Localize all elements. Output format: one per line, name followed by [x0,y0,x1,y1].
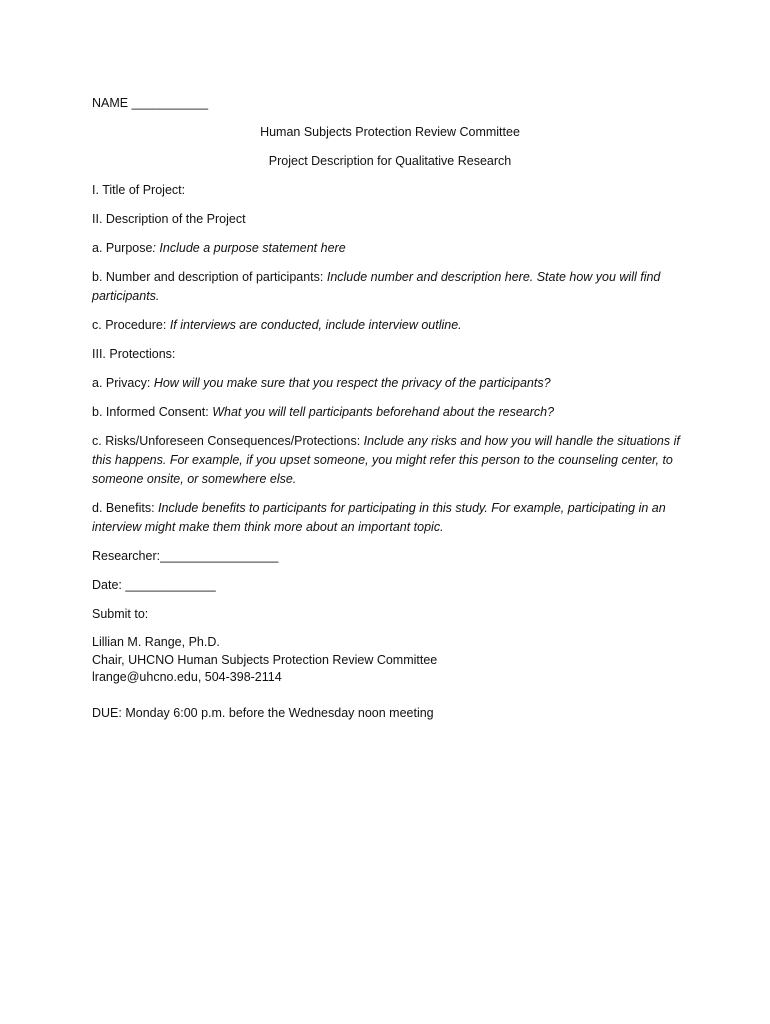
procedure-text: If interviews are conducted, include interview outline. [169,318,462,332]
participants-item [92,268,688,306]
risks-item [92,432,688,489]
document-body [92,94,688,723]
privacy-text: How will you make sure that you respect the privacy of the participants? [153,376,551,390]
risks-text: Include any risks and how you will handle the situations if this happens. For example, if you upset someone, you might refer this person to the counseling center, to someone onsite, or somewhere else. [92,434,680,486]
privacy-label: a. Privacy: [92,376,154,390]
researcher-field-line: Researcher:_________________ [92,549,279,563]
purpose-text: : Include a purpose statement here [152,241,346,255]
participants-label: b. Number and description of participants: [92,270,327,284]
date-field-line: Date: _____________ [92,578,216,592]
benefits-label: d. Benefits: [92,501,159,515]
consent-item [92,403,688,422]
consent-text: What you will tell participants beforehand about the research? [212,405,555,419]
contact-email-phone: lrange@uhcno.edu, 504-398-2114 [92,670,282,684]
protections-heading: III. Protections: [92,347,176,361]
due-line: DUE: Monday 6:00 p.m. before the Wednesday noon meeting [92,705,434,720]
risks-label: c. Risks/Unforeseen Consequences/Protections: [92,434,364,448]
submit-to-label: Submit to: [92,607,149,621]
procedure-item [92,316,688,335]
name-field-line: NAME ___________ [92,96,209,110]
purpose-label: a. Purpose [92,241,153,255]
contact-name: Lillian M. Range, Ph.D. [92,635,220,649]
privacy-item [92,374,688,393]
participants-text: Include number and description here. State how you will find participants. [92,270,661,303]
contact-block [92,634,688,687]
benefits-text: Include benefits to participants for participating in this study. For example, participating in an interview might make them think more about an important topic. [92,501,666,534]
procedure-label: c. Procedure: [92,318,170,332]
consent-label: b. Informed Consent: [92,405,213,419]
purpose-item [92,239,688,258]
description-heading: II. Description of the Project [92,212,246,226]
contact-title: Chair, UHCNO Human Subjects Protection Review Committee [92,652,438,667]
title-of-project-heading: I. Title of Project: [92,183,186,197]
committee-heading: Human Subjects Protection Review Committee [260,125,520,139]
document-subtitle: Project Description for Qualitative Research [268,154,512,168]
benefits-item [92,499,688,537]
